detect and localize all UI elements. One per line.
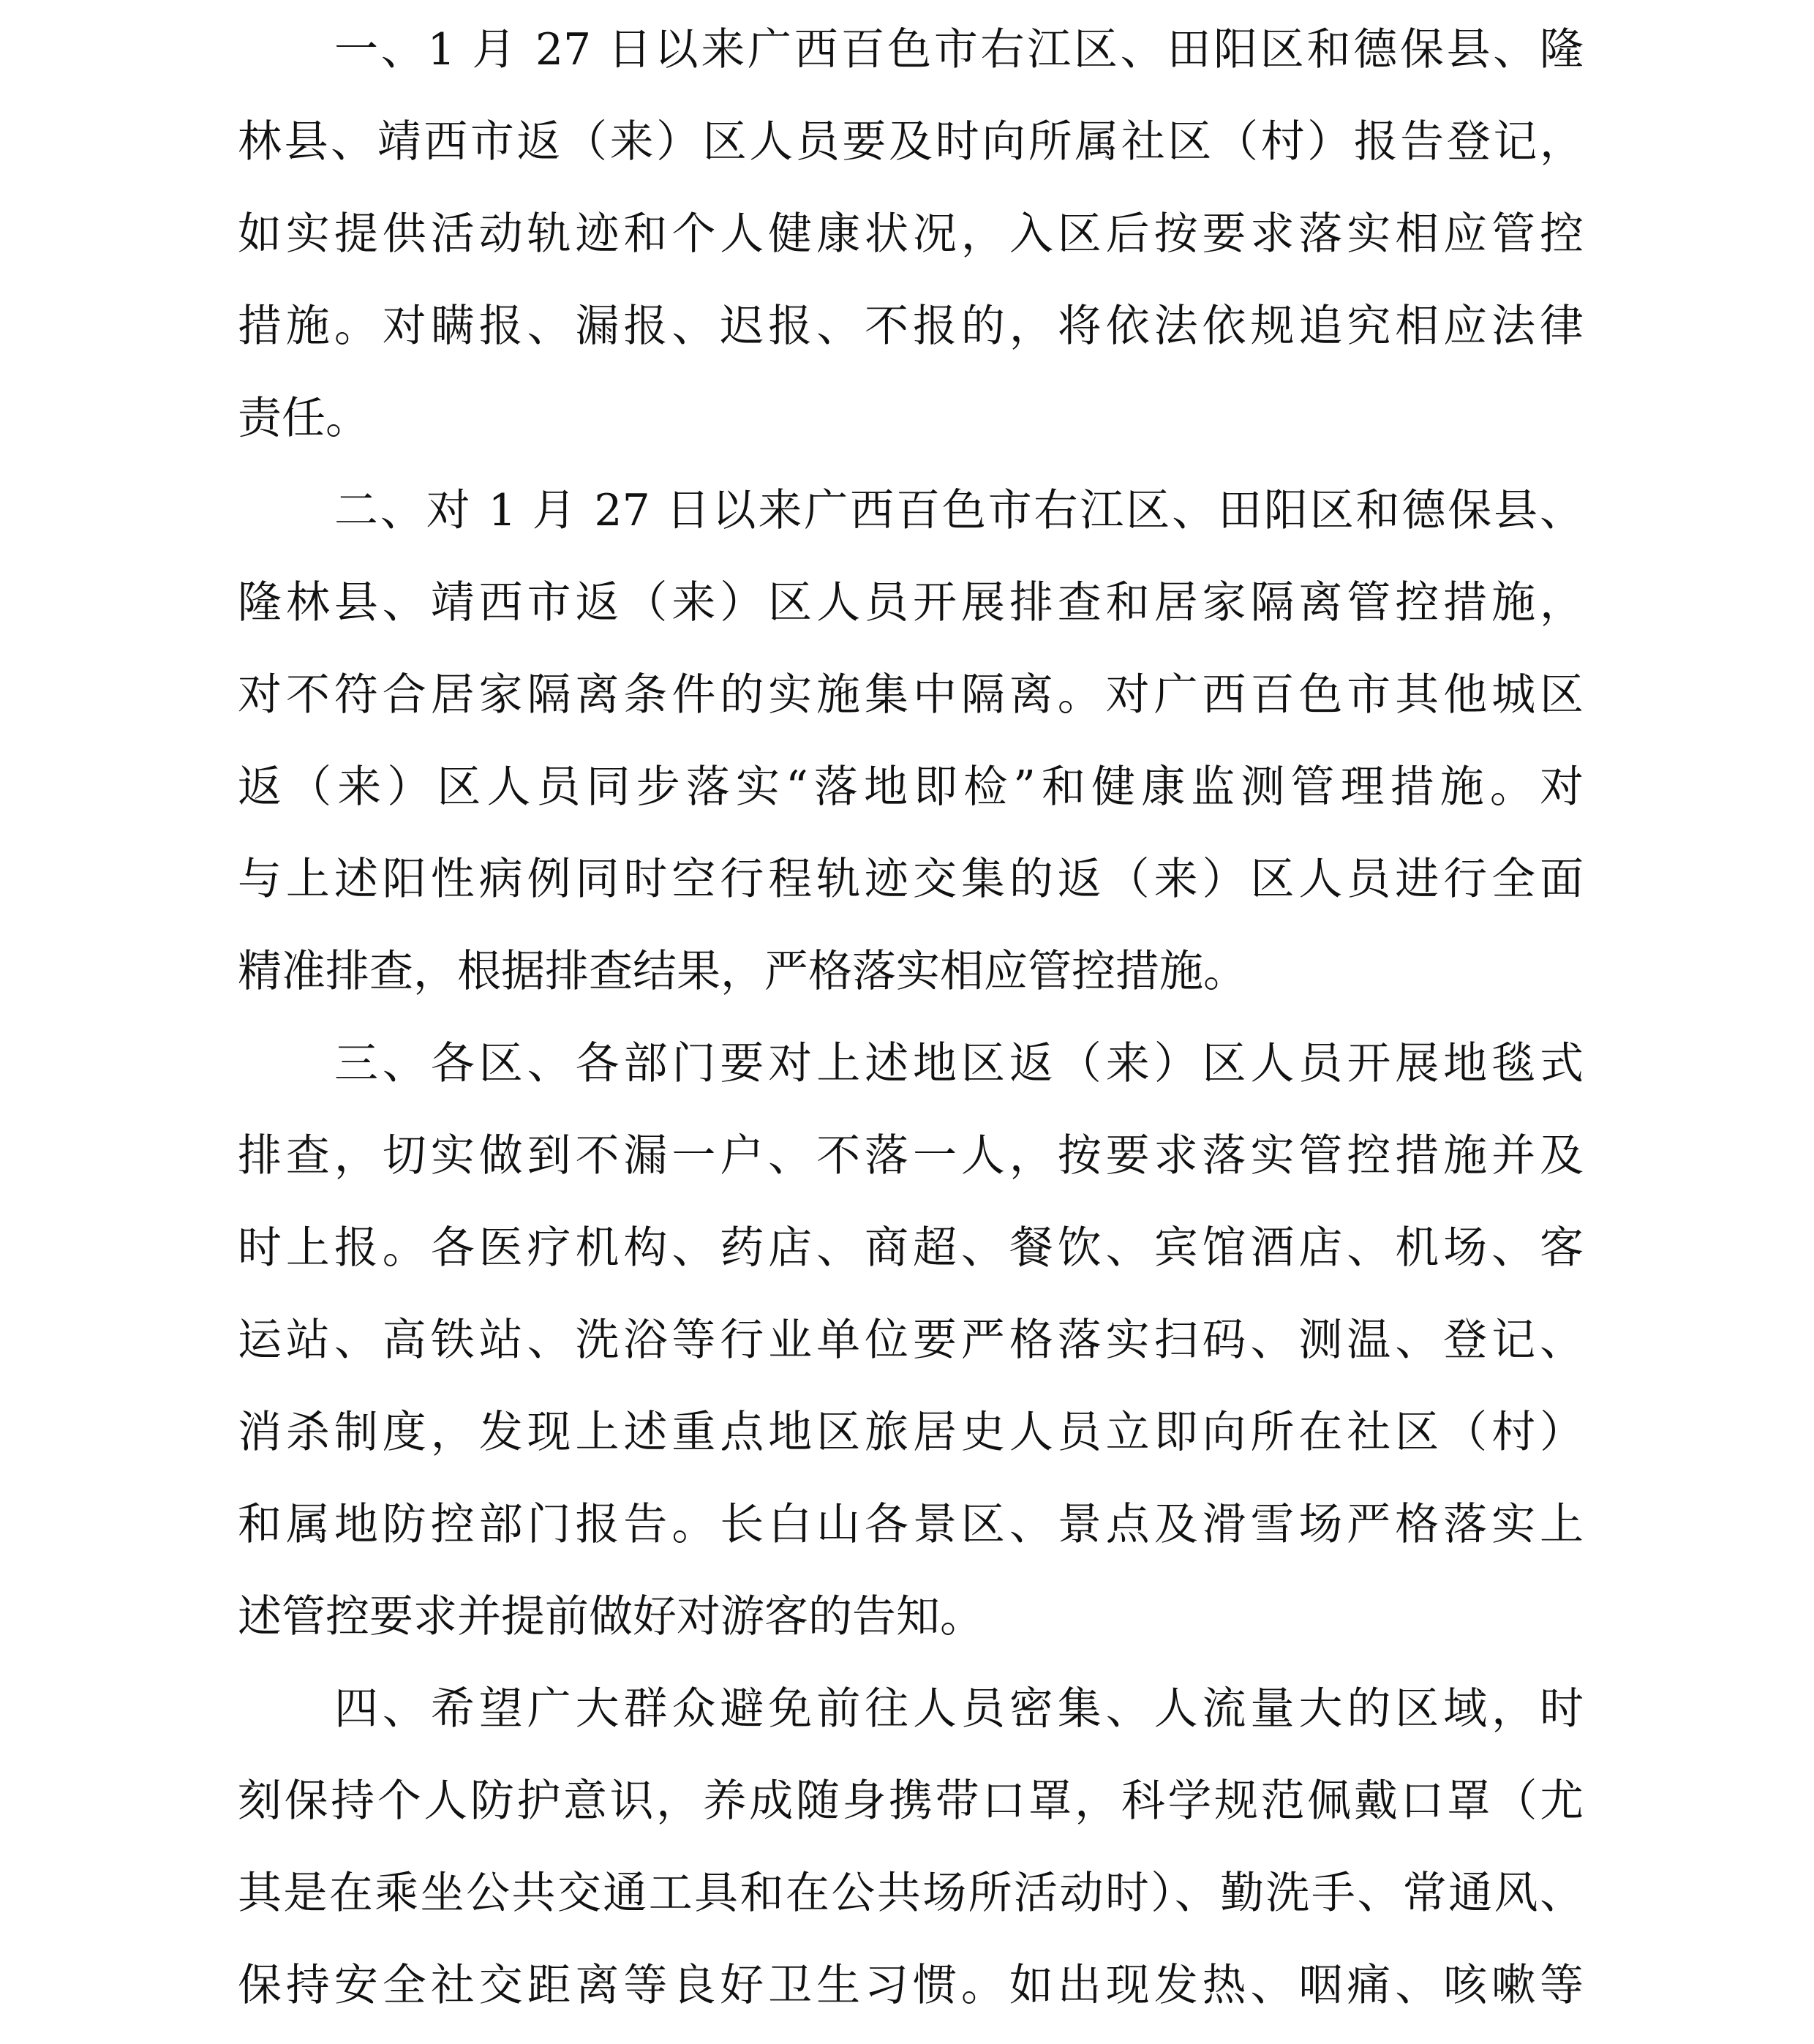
text-line: 保持安全社交距离等良好卫生习惯。如出现发热、咽痛、咳嗽等 — [238, 1960, 1584, 2011]
text-line: 如实提供活动轨迹和个人健康状况，入区后按要求落实相应管控 — [238, 208, 1584, 260]
text-line: 林县、靖西市返（来）区人员要及时向所属社区（村）报告登记， — [238, 116, 1584, 168]
text-line: 刻保持个人防护意识，养成随身携带口罩，科学规范佩戴口罩（尤 — [238, 1776, 1584, 1827]
text-line: 其是在乘坐公共交通工具和在公共场所活动时）、勤洗手、常通风、 — [238, 1868, 1584, 1919]
text-line: 排查，切实做到不漏一户、不落一人，按要求落实管控措施并及 — [238, 1130, 1584, 1181]
text-line: 精准排查，根据排查结果，严格落实相应管控措施。 — [238, 946, 1247, 997]
text-line: 四、希望广大群众避免前往人员密集、人流量大的区域，时 — [334, 1683, 1584, 1735]
text-line: 述管控要求并提前做好对游客的告知。 — [238, 1591, 984, 1642]
text-line: 返（来）区人员同步落实“落地即检”和健康监测管理措施。对 — [238, 762, 1584, 813]
text-line: 时上报。各医疗机构、药店、商超、餐饮、宾馆酒店、机场、客 — [238, 1222, 1584, 1274]
text-line: 对不符合居家隔离条件的实施集中隔离。对广西百色市其他城区 — [238, 669, 1584, 721]
text-line: 责任。 — [238, 393, 369, 444]
text-line: 隆林县、靖西市返（来）区人员开展排查和居家隔离管控措施， — [238, 577, 1584, 628]
text-line: 与上述阳性病例同时空行程轨迹交集的返（来）区人员进行全面 — [238, 854, 1584, 905]
text-line: 措施。对瞒报、漏报、迟报、不报的，将依法依规追究相应法律 — [238, 301, 1584, 352]
text-line: 二、对 1 月 27 日以来广西百色市右江区、田阳区和德保县、 — [334, 485, 1584, 536]
text-line: 一、1 月 27 日以来广西百色市右江区、田阳区和德保县、隆 — [334, 24, 1584, 75]
text-line: 和属地防控部门报告。长白山各景区、景点及滑雪场严格落实上 — [238, 1499, 1584, 1550]
text-line: 三、各区、各部门要对上述地区返（来）区人员开展地毯式 — [334, 1038, 1584, 1089]
text-line: 运站、高铁站、洗浴等行业单位要严格落实扫码、测温、登记、 — [238, 1315, 1584, 1366]
text-line: 消杀制度，发现上述重点地区旅居史人员立即向所在社区（村） — [238, 1407, 1584, 1458]
document-page — [238, 16, 1584, 2044]
